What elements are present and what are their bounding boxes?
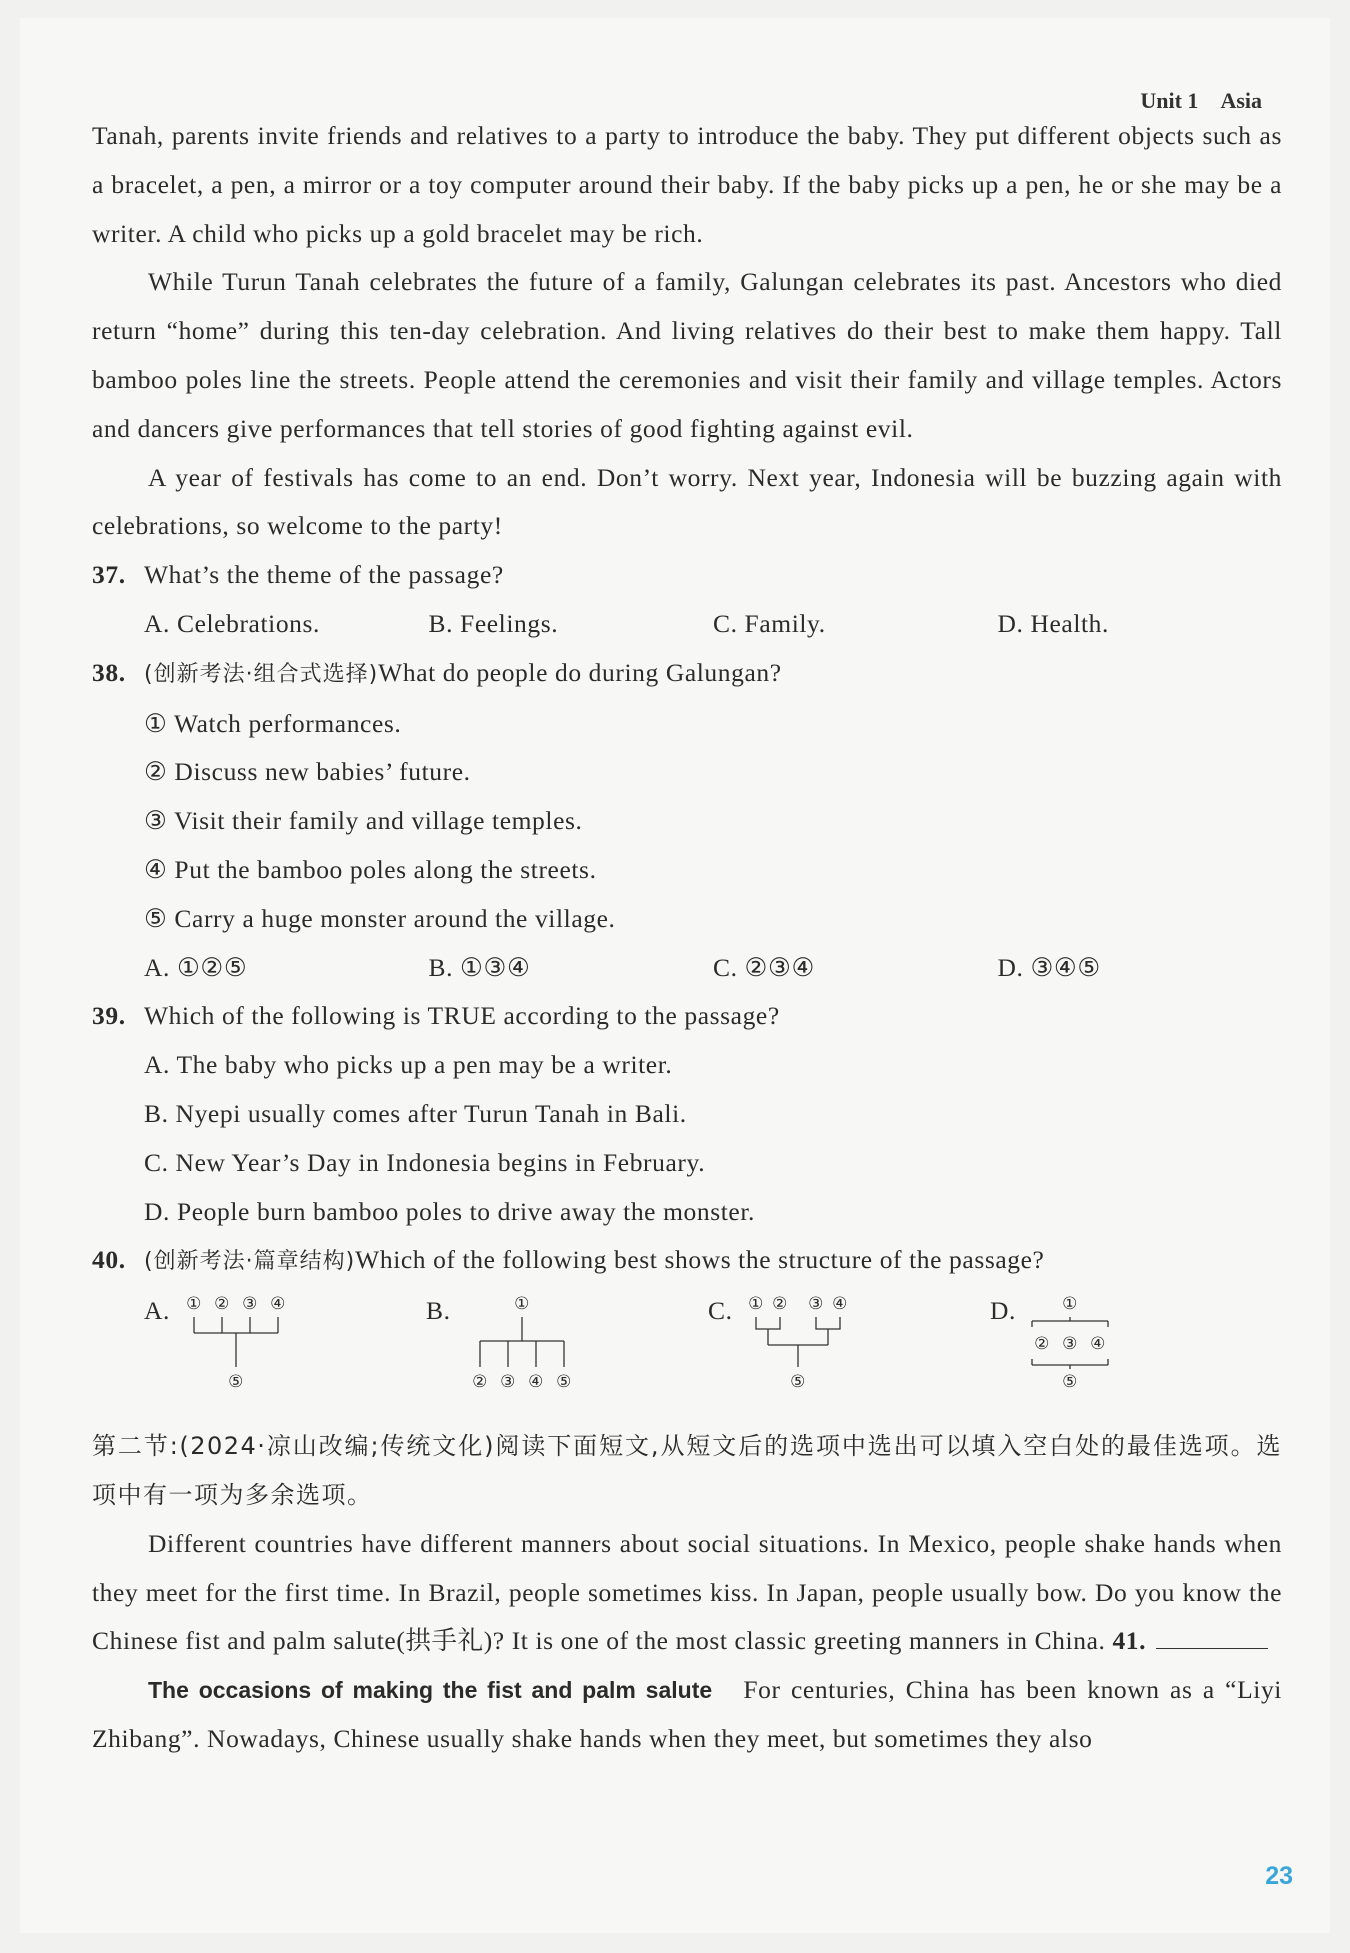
running-header [1140,88,1262,114]
question-37-options [92,600,1282,649]
circled-3: ③ [1062,1334,1078,1355]
header-unit: Unit 1 [1140,88,1199,113]
section-2-paragraph-1 [92,1520,1282,1666]
content [92,112,1282,1764]
circled-1: ① [186,1294,202,1315]
diagram-label: C. [708,1296,733,1326]
statement-4: ④ Put the bamboo poles along the streets. [144,854,597,884]
question-38 [92,649,1282,700]
subheading: The occasions of making the fist and palm salute [148,1677,713,1704]
header-title: Asia [1220,88,1262,113]
question-text: Which of the following is TRUE according to the passage? [144,1001,780,1031]
option-b[interactable]: B. Nyepi usually comes after Turun Tanah in Bali. [144,1098,687,1128]
statement-3: ③ Visit their family and village temples. [144,806,583,836]
page-number: 23 [1265,1862,1293,1890]
diagram-label: B. [426,1296,451,1326]
option-c[interactable]: C. ②③④ [713,952,815,982]
question-39 [92,992,1282,1041]
blank-41-number: 41. [1112,1626,1147,1656]
diagram-b-svg [466,1294,666,1419]
option-a[interactable]: A. Celebrations. [144,608,321,638]
diagram-lines [756,1317,840,1367]
diagram-label: D. [990,1296,1016,1326]
circled-3: ③ [808,1294,824,1315]
section-2-paragraph-2 [92,1666,1282,1764]
passage-paragraph-2: While Turun Tanah celebrates the future of a family, Galungan celebrates its past. Ancestors who died return “home” during this ten-day celebration. And living relatives do their best to make them happy. Tall bamboo poles line the streets. People attend the ceremonies and visit their family and village temples. Actors and dancers give performances that tell stories of good fighting against evil. [92,267,1282,443]
diagram-option-c[interactable] [708,1287,958,1422]
option-a[interactable]: A. The baby who picks up a pen may be a writer. [144,1050,673,1080]
circled-2: ② [214,1294,230,1315]
question-tag: (创新考法·组合式选择) [144,661,379,687]
option-b[interactable]: B. Feelings. [428,608,559,638]
circled-4: ④ [1090,1334,1106,1355]
circled-1: ① [514,1294,530,1315]
question-text: What do people do during Galungan? [378,657,782,687]
circled-5: ⑤ [228,1372,244,1393]
question-number: 39. [92,1001,126,1031]
circled-1: ① [1062,1294,1078,1315]
circled-5: ⑤ [556,1372,572,1393]
circled-3: ③ [500,1372,516,1393]
statement-5: ⑤ Carry a huge monster around the village. [144,903,616,933]
diagram-d-svg [1028,1294,1228,1419]
circled-4: ④ [528,1372,544,1393]
question-38-options [92,944,1282,993]
question-text: What’s the theme of the passage? [144,560,504,590]
question-number: 37. [92,560,126,590]
option-d[interactable]: D. Health. [997,608,1110,638]
option-d[interactable]: D. ③④⑤ [997,952,1101,982]
diagram-option-d[interactable] [990,1287,1240,1422]
circled-5: ⑤ [1062,1372,1078,1393]
diagram-lines [480,1317,564,1367]
option-c[interactable]: C. Family. [713,608,826,638]
question-tag: (创新考法·篇章结构) [144,1249,356,1275]
option-b[interactable]: B. ①③④ [428,952,531,982]
circled-4: ④ [832,1294,848,1315]
circled-3: ③ [242,1294,258,1315]
statement-1: ① Watch performances. [144,708,402,738]
question-text: Which of the following best shows the structure of the passage? [355,1245,1045,1275]
passage-paragraph-1: Tanah, parents invite friends and relatives to a party to introduce the baby. They put different objects such as a bracelet, a pen, a mirror or a toy computer around their baby. If the baby picks up a pen, he or she may be a writer. A child who picks up a gold bracelet may be rich. [92,121,1282,248]
diagram-option-a[interactable] [144,1287,394,1422]
diagram-c-svg [748,1294,948,1419]
diagram-lines [194,1317,278,1367]
diagram-label: A. [144,1296,170,1326]
question-37 [92,551,1282,600]
section-2-heading: 第二节:(2024·凉山改编;传统文化)阅读下面短文,从短文后的选项中选出可以填入空白处的最佳选项。选项中有一项为多余选项。 [92,1432,1282,1509]
question-40 [92,1236,1282,1287]
circled-2: ② [472,1372,488,1393]
option-c[interactable]: C. New Year’s Day in Indonesia begins in February. [144,1147,706,1177]
circled-4: ④ [270,1294,286,1315]
section-2-paragraph-2-text: For centuries, China has been known as a “Liyi Zhibang”. Nowadays, Chinese usually shake hands when they meet, but sometimes they also [92,1675,1282,1753]
option-a[interactable]: A. ①②⑤ [144,952,248,982]
passage-paragraph-3: A year of festivals has come to an end. Don’t worry. Next year, Indonesia will be buzzing again with celebrations, so welcome to the party! [92,462,1282,541]
question-number: 38. [92,657,126,687]
diagram-option-b[interactable] [426,1287,676,1422]
circled-1: ① [748,1294,764,1315]
circled-2: ② [1034,1334,1050,1355]
blank-41[interactable] [1156,1626,1268,1649]
structure-diagrams [144,1287,1282,1422]
question-number: 40. [92,1245,126,1275]
circled-2: ② [772,1294,788,1315]
circled-5: ⑤ [790,1372,806,1393]
statement-2: ② Discuss new babies’ future. [144,757,471,787]
option-d[interactable]: D. People burn bamboo poles to drive away the monster. [144,1196,755,1226]
diagram-a-svg [186,1294,386,1419]
section-2-paragraph-1-text: Different countries have different manners about social situations. In Mexico, people shake hands when they meet for the first time. In Brazil, people sometimes kiss. In Japan, people usually bow. Do you know the Chinese fist and palm salute(拱手礼)? It is one of the most classic greeting manners in China. [92,1528,1282,1656]
